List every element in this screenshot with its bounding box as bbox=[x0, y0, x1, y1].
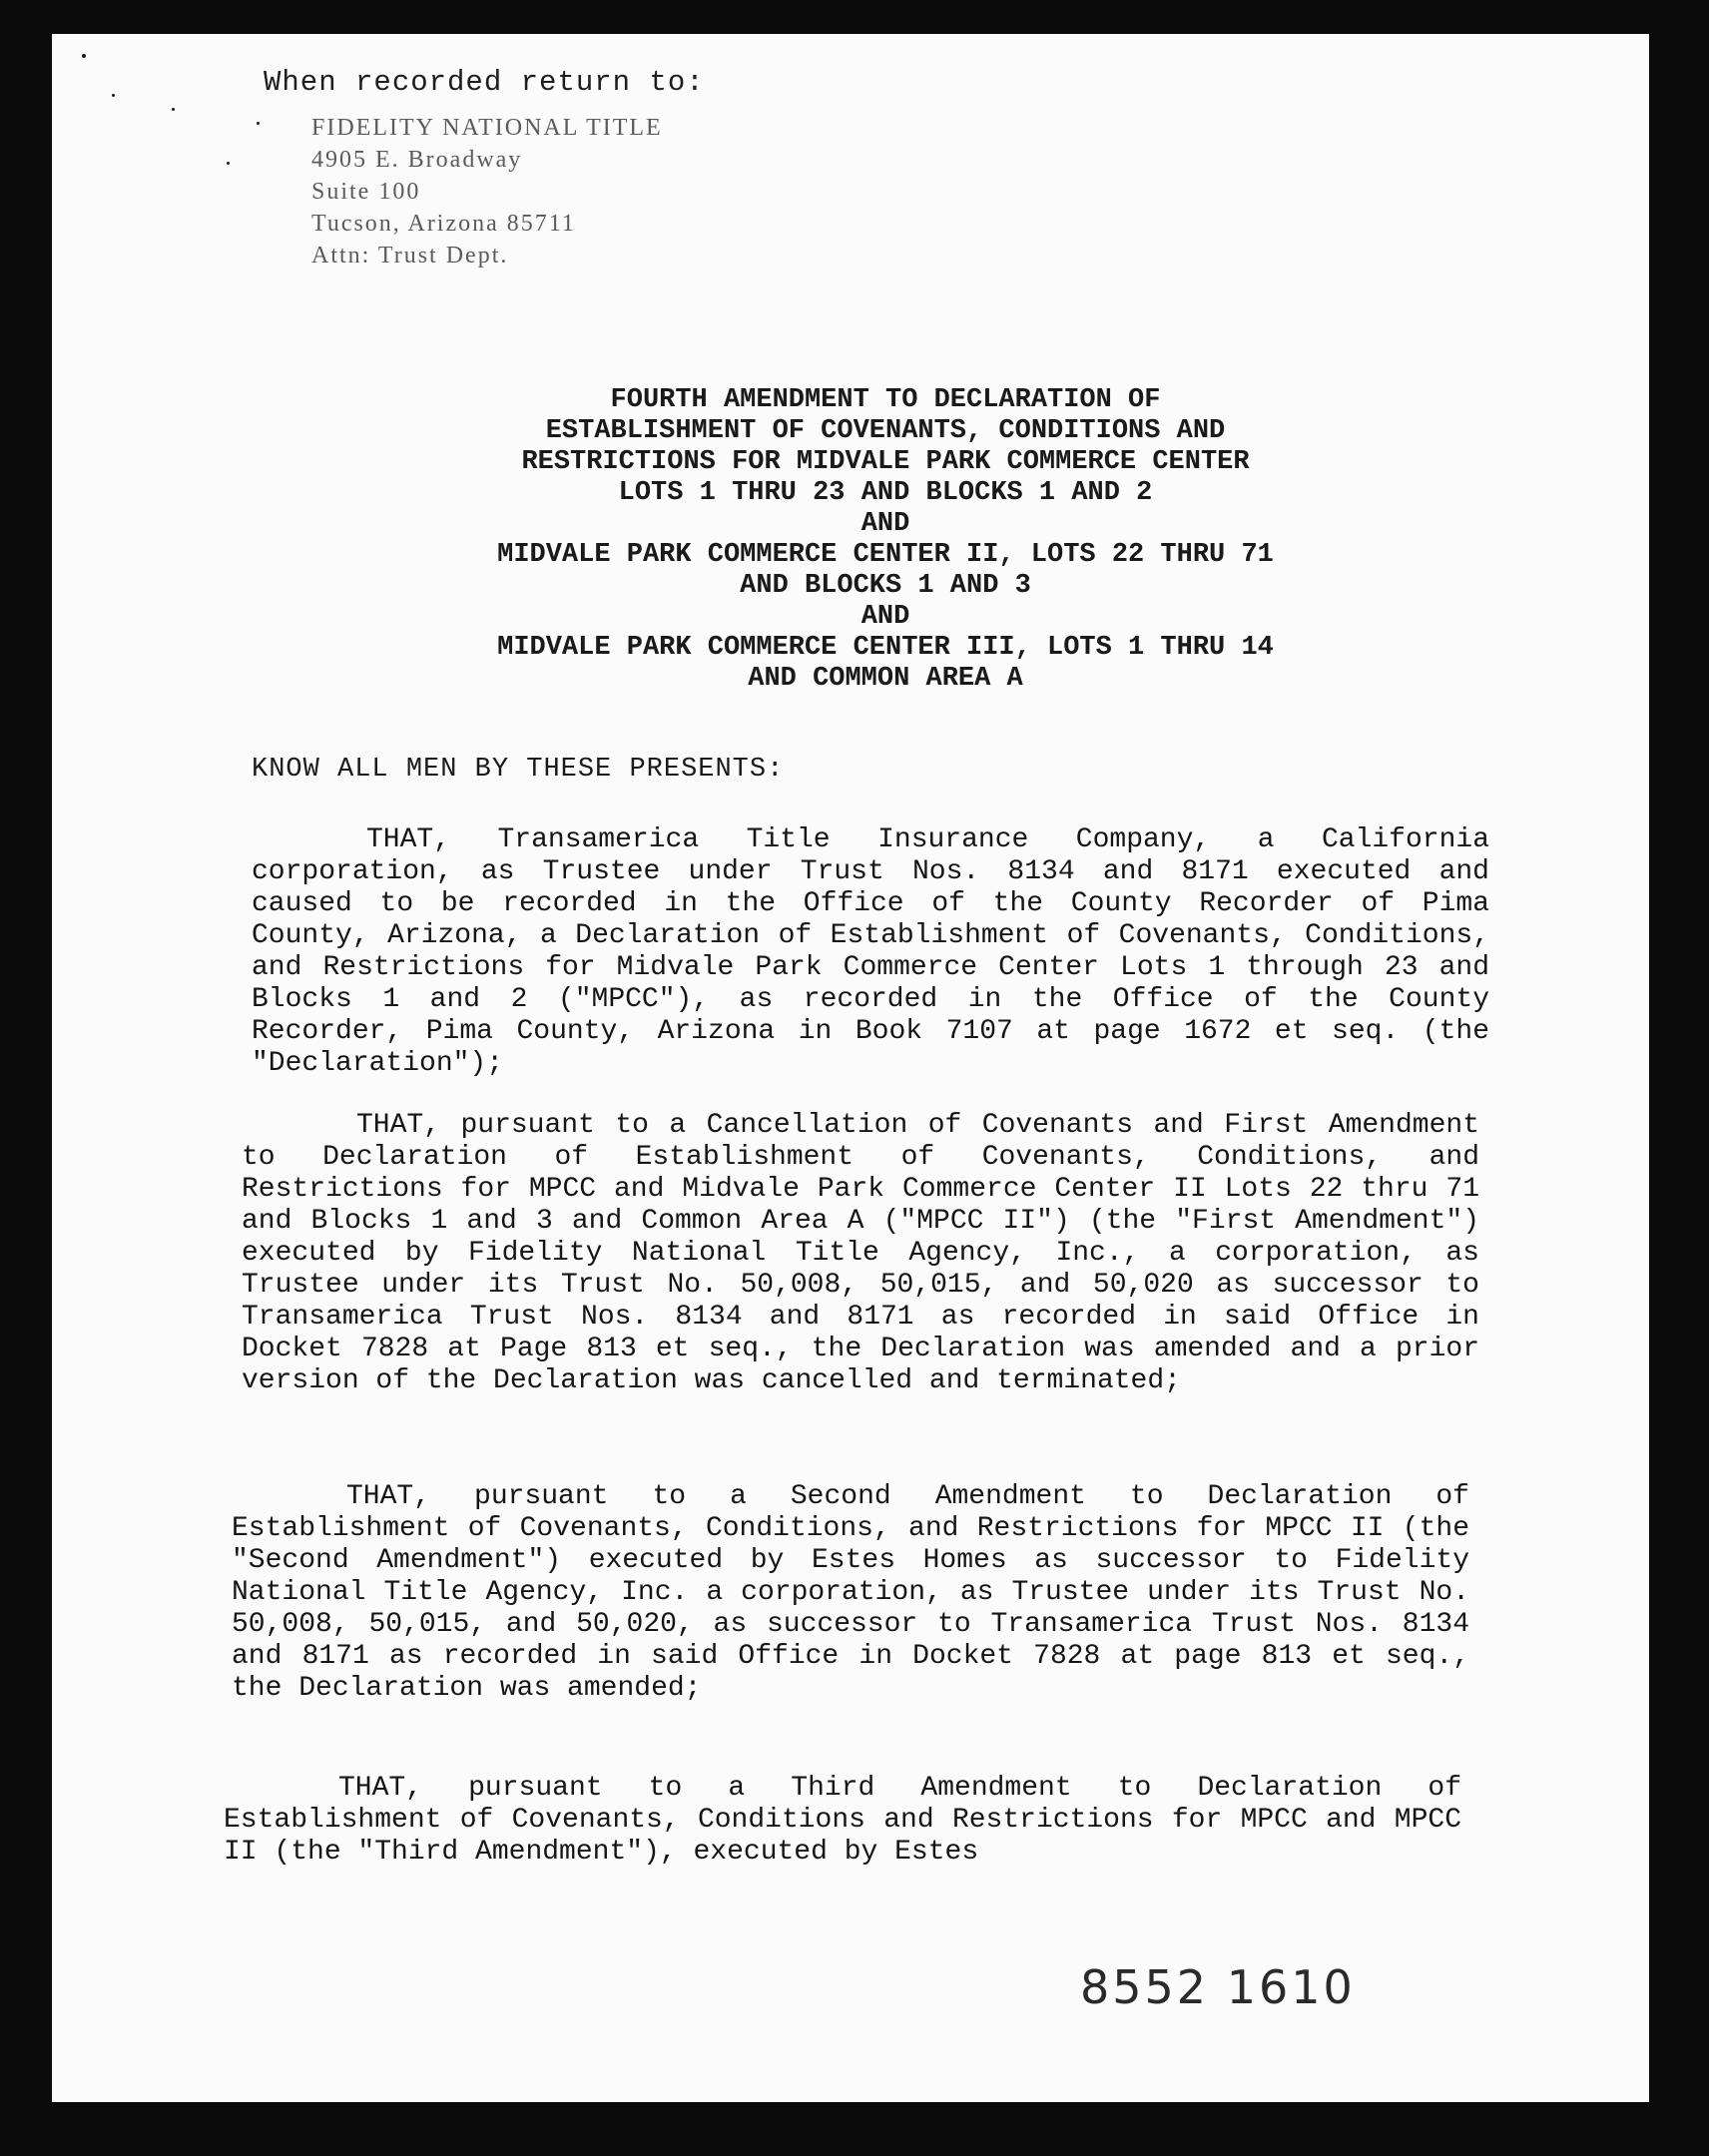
title-line: ESTABLISHMENT OF COVENANTS, CONDITIONS AND bbox=[545, 416, 1226, 446]
title-line: LOTS 1 THRU 23 AND BLOCKS 1 AND 2 bbox=[618, 478, 1153, 508]
know-all-men-heading: KNOW ALL MEN BY THESE PRESENTS: bbox=[252, 755, 785, 785]
scan-speck bbox=[112, 94, 115, 97]
scan-speck bbox=[227, 162, 230, 165]
return-address-heading: When recorded return to: bbox=[264, 66, 705, 99]
return-address-line: 4905 E. Broadway bbox=[311, 147, 523, 173]
scan-speck bbox=[172, 108, 175, 111]
scan-speck bbox=[82, 54, 86, 58]
title-line: MIDVALE PARK COMMERCE CENTER III, LOTS 1 THRU 14 bbox=[497, 633, 1274, 663]
title-line: AND COMMON AREA A bbox=[748, 664, 1023, 694]
recording-page-number: 8552 1610 bbox=[1080, 1960, 1356, 2014]
title-line: FOURTH AMENDMENT TO DECLARATION OF bbox=[610, 385, 1161, 415]
title-line: AND bbox=[860, 509, 910, 539]
recital-paragraph: THAT, pursuant to a Cancellation of Covenants and First Amendment to Declaration of Establishment of Covenants, Conditions, and Restrictions for MPCC and Midvale Park Commerce Center II Lots 22 thru 71 and Blocks 1 and 3 and Common Area A ("MPCC II") (the "First Amendment") executed by Fidelity National Title Agency, Inc., a corporation, as Trustee under its Trust No. 50,008, 50,015, and 50,020 as successor to Transamerica Trust Nos. 8134 and 8171 as recorded in said Office in Docket 7828 at Page 813 et seq., the Declaration was amended and a prior version of the Declaration was cancelled and terminated; bbox=[242, 1110, 1479, 1396]
return-address-line: Tucson, Arizona 85711 bbox=[311, 211, 576, 237]
title-line: RESTRICTIONS FOR MIDVALE PARK COMMERCE CENTER bbox=[521, 447, 1250, 477]
return-address bbox=[311, 112, 663, 271]
document-page bbox=[52, 34, 1649, 2102]
recital-paragraph: THAT, pursuant to a Second Amendment to Declaration of Establishment of Covenants, Conditions, and Restrictions for MPCC II (the "Second Amendment") executed by Estes Homes as successor to Fidelity National Title Agency, Inc. a corporation, as Trustee under its Trust No. 50,008, 50,015, and 50,020, as successor to Transamerica Trust Nos. 8134 and 8171 as recorded in said Office in Docket 7828 at page 813 et seq., the Declaration was amended; bbox=[232, 1481, 1469, 1704]
title-line: AND bbox=[860, 602, 910, 632]
document-title bbox=[351, 385, 1420, 695]
scan-speck bbox=[257, 122, 260, 125]
title-line: MIDVALE PARK COMMERCE CENTER II, LOTS 22 THRU 71 bbox=[497, 540, 1274, 570]
return-address-line: Attn: Trust Dept. bbox=[311, 243, 509, 269]
recital-paragraph: THAT, pursuant to a Third Amendment to Declaration of Establishment of Covenants, Conditions and Restrictions for MPCC and MPCC II (the "Third Amendment"), executed by Estes bbox=[224, 1773, 1461, 1868]
return-address-line: Suite 100 bbox=[311, 179, 421, 205]
recital-paragraph: THAT, Transamerica Title Insurance Company, a California corporation, as Trustee under Trust Nos. 8134 and 8171 executed and caused to be recorded in the Office of the County Recorder of Pima County, Arizona, a Declaration of Establishment of Covenants, Conditions, and Restrictions for Midvale Park Commerce Center Lots 1 through 23 and Blocks 1 and 2 ("MPCC"), as recorded in the Office of the County Recorder, Pima County, Arizona in Book 7107 at page 1672 et seq. (the "Declaration"); bbox=[252, 824, 1489, 1079]
return-address-line: FIDELITY NATIONAL TITLE bbox=[311, 115, 663, 141]
title-line: AND BLOCKS 1 AND 3 bbox=[740, 571, 1031, 601]
